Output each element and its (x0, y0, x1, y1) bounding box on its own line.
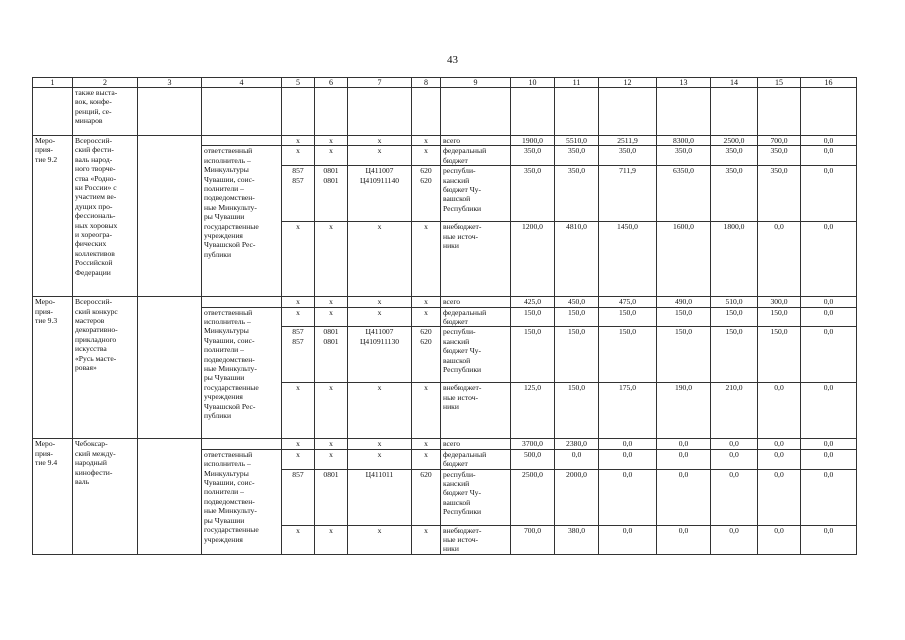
amount-cell: 350,0 (657, 146, 711, 166)
amount-cell: 150,0 (511, 307, 555, 327)
funding-source-cell: республи- канский бюджет Чу- вашской Республики (441, 166, 511, 222)
amount-cell: 0,0 (801, 383, 857, 439)
kbk-type-cell: x (412, 136, 441, 146)
empty-cell (801, 88, 857, 136)
column-number-row (33, 78, 857, 88)
amount-cell: 0,0 (599, 525, 657, 554)
amount-cell: 150,0 (599, 327, 657, 383)
amount-cell: 2511,9 (599, 136, 657, 146)
amount-cell: 380,0 (555, 525, 599, 554)
executor-cell: ответственный исполнитель – Минкультуры Чувашии, соис- полнители – подведомствен- ные Минкульту- ры Чувашии государственные учреждения Чувашской Рес- публики (202, 146, 282, 297)
amount-cell: 0,0 (801, 136, 857, 146)
amount-cell: 350,0 (758, 146, 801, 166)
funding-source-cell: всего (441, 439, 511, 449)
empty-cell (657, 88, 711, 136)
header-cell: 12 (599, 78, 657, 88)
funding-source-cell: всего (441, 297, 511, 307)
amount-cell: 2500,0 (711, 136, 758, 146)
measure-name-cell: также выста- вок, конфе- ренций, се- минаров (73, 88, 138, 136)
empty-cell (511, 88, 555, 136)
header-cell: 11 (555, 78, 599, 88)
header-cell: 7 (348, 78, 412, 88)
amount-cell: 0,0 (657, 469, 711, 525)
amount-cell: 1900,0 (511, 136, 555, 146)
kbk-section-cell: 0801 (315, 469, 348, 525)
amount-cell: 0,0 (599, 449, 657, 469)
funding-source-cell: внебюджет- ные источ- ники (441, 222, 511, 297)
amount-cell: 150,0 (758, 307, 801, 327)
amount-cell: 0,0 (758, 525, 801, 554)
amount-cell: 0,0 (758, 222, 801, 297)
table-row (33, 439, 857, 449)
kbk-section-cell: x (315, 525, 348, 554)
amount-cell: 0,0 (758, 439, 801, 449)
table-row (33, 297, 857, 307)
amount-cell: 350,0 (511, 166, 555, 222)
amount-cell: 700,0 (758, 136, 801, 146)
kbk-target-cell: Ц411011 (348, 469, 412, 525)
kbk-type-cell: x (412, 222, 441, 297)
header-cell: 5 (282, 78, 315, 88)
kbk-type-cell: x (412, 383, 441, 439)
amount-cell: 475,0 (599, 297, 657, 307)
empty-cell (555, 88, 599, 136)
empty-cell (348, 88, 412, 136)
funding-source-cell: федеральный бюджет (441, 449, 511, 469)
amount-cell: 0,0 (801, 146, 857, 166)
amount-cell: 150,0 (657, 307, 711, 327)
amount-cell: 425,0 (511, 297, 555, 307)
empty-cell (138, 439, 202, 554)
amount-cell: 0,0 (599, 439, 657, 449)
amount-cell: 1800,0 (711, 222, 758, 297)
empty-cell (138, 136, 202, 297)
empty-cell (711, 88, 758, 136)
kbk-target-cell: Ц411007 Ц410911140 (348, 166, 412, 222)
amount-cell: 0,0 (758, 469, 801, 525)
kbk-target-cell: x (348, 297, 412, 307)
measure-name-cell: Всероссий- ский конкурс мастеров декоративно- прикладного искусства «Русь масте- ровая» (73, 297, 138, 439)
page-number: 43 (447, 54, 458, 66)
amount-cell: 0,0 (801, 327, 857, 383)
kbk-type-cell: 620 620 (412, 327, 441, 383)
kbk-ministry-cell: 857 857 (282, 166, 315, 222)
amount-cell: 150,0 (555, 383, 599, 439)
amount-cell: 510,0 (711, 297, 758, 307)
header-cell: 14 (711, 78, 758, 88)
kbk-type-cell: x (412, 439, 441, 449)
empty-cell (138, 297, 202, 439)
kbk-section-cell: 0801 0801 (315, 166, 348, 222)
amount-cell: 0,0 (657, 439, 711, 449)
funding-source-cell: всего (441, 136, 511, 146)
amount-cell: 0,0 (711, 469, 758, 525)
executor-cell: ответственный исполнитель – Минкультуры Чувашии, соис- полнители – подведомствен- ные Минкульту- ры Чувашии государственные учреждения (202, 449, 282, 554)
header-cell: 10 (511, 78, 555, 88)
amount-cell: 0,0 (801, 449, 857, 469)
funding-source-cell: федеральный бюджет (441, 146, 511, 166)
kbk-ministry-cell: x (282, 222, 315, 297)
amount-cell: 190,0 (657, 383, 711, 439)
kbk-ministry-cell: x (282, 297, 315, 307)
amount-cell: 210,0 (711, 383, 758, 439)
amount-cell: 2500,0 (511, 469, 555, 525)
kbk-ministry-cell: x (282, 307, 315, 327)
kbk-type-cell: 620 620 (412, 166, 441, 222)
amount-cell: 0,0 (758, 449, 801, 469)
kbk-target-cell: x (348, 383, 412, 439)
measure-name-cell: Чебоксар- ский между- народный кинофести- валь (73, 439, 138, 554)
amount-cell: 0,0 (711, 525, 758, 554)
measure-number-cell: Меро- прия- тие 9.2 (33, 136, 73, 297)
amount-cell: 0,0 (801, 166, 857, 222)
amount-cell: 150,0 (599, 307, 657, 327)
executor-cell-top (202, 439, 282, 449)
amount-cell: 0,0 (599, 469, 657, 525)
amount-cell: 1200,0 (511, 222, 555, 297)
kbk-section-cell: x (315, 136, 348, 146)
kbk-section-cell: x (315, 449, 348, 469)
kbk-type-cell: x (412, 307, 441, 327)
amount-cell: 150,0 (711, 307, 758, 327)
kbk-ministry-cell: x (282, 383, 315, 439)
empty-cell (412, 88, 441, 136)
kbk-target-cell: x (348, 307, 412, 327)
amount-cell: 5510,0 (555, 136, 599, 146)
empty-cell (441, 88, 511, 136)
measure-cell (33, 88, 73, 136)
kbk-section-cell: x (315, 307, 348, 327)
kbk-target-cell: x (348, 525, 412, 554)
amount-cell: 350,0 (711, 146, 758, 166)
amount-cell: 2380,0 (555, 439, 599, 449)
kbk-section-cell: 0801 0801 (315, 327, 348, 383)
kbk-section-cell: x (315, 297, 348, 307)
amount-cell: 150,0 (555, 307, 599, 327)
amount-cell: 0,0 (801, 222, 857, 297)
amount-cell: 490,0 (657, 297, 711, 307)
funding-source-cell: федеральный бюджет (441, 307, 511, 327)
kbk-target-cell: x (348, 439, 412, 449)
amount-cell: 300,0 (758, 297, 801, 307)
amount-cell: 150,0 (511, 327, 555, 383)
header-cell: 4 (202, 78, 282, 88)
amount-cell: 0,0 (657, 449, 711, 469)
kbk-type-cell: x (412, 297, 441, 307)
amount-cell: 0,0 (801, 439, 857, 449)
amount-cell: 0,0 (801, 469, 857, 525)
kbk-target-cell: Ц411007 Ц410911130 (348, 327, 412, 383)
funding-source-cell: внебюджет- ные источ- ники (441, 383, 511, 439)
table-row (33, 136, 857, 146)
amount-cell: 0,0 (801, 297, 857, 307)
amount-cell: 0,0 (801, 307, 857, 327)
amount-cell: 711,9 (599, 166, 657, 222)
executor-cell: ответственный исполнитель – Минкультуры Чувашии, соис- полнители – подведомствен- ные Минкульту- ры Чувашии государственные учреждения Чувашской Рес- публики (202, 307, 282, 439)
kbk-type-cell: x (412, 525, 441, 554)
kbk-section-cell: x (315, 439, 348, 449)
header-cell: 3 (138, 78, 202, 88)
kbk-ministry-cell: x (282, 449, 315, 469)
amount-cell: 350,0 (711, 166, 758, 222)
amount-cell: 8300,0 (657, 136, 711, 146)
kbk-type-cell: 620 (412, 469, 441, 525)
continuation-row (33, 88, 857, 136)
amount-cell: 700,0 (511, 525, 555, 554)
measure-number-cell: Меро- прия- тие 9.4 (33, 439, 73, 554)
kbk-ministry-cell: 857 857 (282, 327, 315, 383)
header-cell: 9 (441, 78, 511, 88)
measure-name-cell: Всероссий- ский фести- валь народ- ного творче- ства «Родно- ки России» с участием ве- дущих про- фессиональ- ных хоровых и хореогра- фических коллективов Российской Федерации (73, 136, 138, 297)
funding-source-cell: республи- канский бюджет Чу- вашской Республики (441, 469, 511, 525)
empty-cell (758, 88, 801, 136)
kbk-section-cell: x (315, 222, 348, 297)
empty-cell (282, 88, 315, 136)
amount-cell: 1450,0 (599, 222, 657, 297)
header-cell: 1 (33, 78, 73, 88)
amount-cell: 150,0 (555, 327, 599, 383)
amount-cell: 0,0 (711, 449, 758, 469)
amount-cell: 150,0 (657, 327, 711, 383)
budget-table (32, 77, 857, 555)
amount-cell: 6350,0 (657, 166, 711, 222)
header-cell: 16 (801, 78, 857, 88)
kbk-ministry-cell: x (282, 525, 315, 554)
kbk-section-cell: x (315, 383, 348, 439)
kbk-type-cell: x (412, 449, 441, 469)
amount-cell: 0,0 (758, 383, 801, 439)
empty-cell (138, 88, 202, 136)
amount-cell: 0,0 (555, 449, 599, 469)
amount-cell: 350,0 (511, 146, 555, 166)
header-cell: 8 (412, 78, 441, 88)
kbk-target-cell: x (348, 136, 412, 146)
amount-cell: 1600,0 (657, 222, 711, 297)
kbk-section-cell: x (315, 146, 348, 166)
header-cell: 13 (657, 78, 711, 88)
header-cell: 2 (73, 78, 138, 88)
kbk-target-cell: x (348, 222, 412, 297)
amount-cell: 2000,0 (555, 469, 599, 525)
amount-cell: 350,0 (555, 146, 599, 166)
amount-cell: 175,0 (599, 383, 657, 439)
kbk-target-cell: x (348, 146, 412, 166)
amount-cell: 3700,0 (511, 439, 555, 449)
amount-cell: 350,0 (758, 166, 801, 222)
amount-cell: 350,0 (555, 166, 599, 222)
kbk-ministry-cell: 857 (282, 469, 315, 525)
amount-cell: 0,0 (801, 525, 857, 554)
amount-cell: 4810,0 (555, 222, 599, 297)
amount-cell: 500,0 (511, 449, 555, 469)
kbk-ministry-cell: x (282, 439, 315, 449)
kbk-type-cell: x (412, 146, 441, 166)
measure-number-cell: Меро- прия- тие 9.3 (33, 297, 73, 439)
funding-source-cell: республи- канский бюджет Чу- вашской Республики (441, 327, 511, 383)
empty-cell (315, 88, 348, 136)
amount-cell: 350,0 (599, 146, 657, 166)
kbk-ministry-cell: x (282, 146, 315, 166)
amount-cell: 150,0 (758, 327, 801, 383)
amount-cell: 150,0 (711, 327, 758, 383)
kbk-ministry-cell: x (282, 136, 315, 146)
funding-source-cell: внебюджет- ные источ- ники (441, 525, 511, 554)
kbk-target-cell: x (348, 449, 412, 469)
amount-cell: 125,0 (511, 383, 555, 439)
header-cell: 15 (758, 78, 801, 88)
executor-cell (202, 88, 282, 136)
header-cell: 6 (315, 78, 348, 88)
amount-cell: 0,0 (711, 439, 758, 449)
executor-cell-top (202, 297, 282, 307)
empty-cell (599, 88, 657, 136)
amount-cell: 0,0 (657, 525, 711, 554)
amount-cell: 450,0 (555, 297, 599, 307)
executor-cell-top (202, 136, 282, 146)
